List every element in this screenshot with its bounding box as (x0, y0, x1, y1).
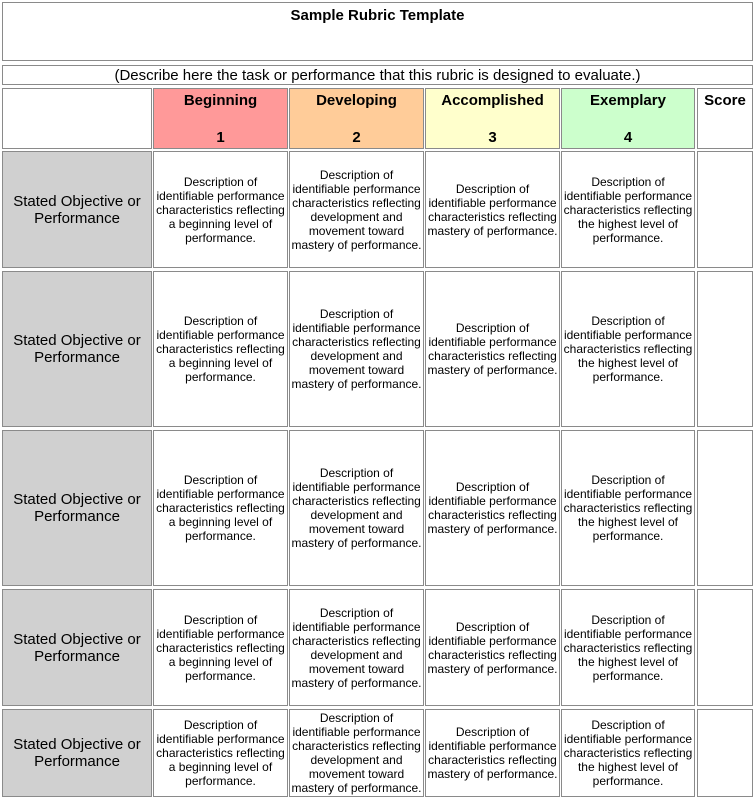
level-description-cell (561, 151, 695, 268)
level-description-cell (561, 709, 695, 797)
level-description: Description of identifiable performance characteristics reflecting a beginning level of performance. (156, 473, 285, 543)
level-description-cell (425, 589, 560, 706)
level-number: 1 (216, 129, 225, 146)
level-description: Description of identifiable performance characteristics reflecting development and movement toward mastery of performance. (291, 307, 422, 391)
level-description: Description of identifiable performance characteristics reflecting development and movement toward mastery of performance. (291, 466, 422, 550)
level-description: Description of identifiable performance characteristics reflecting mastery of performance. (427, 181, 558, 238)
level-header-beginning (153, 88, 288, 149)
level-name: Beginning (183, 92, 258, 109)
level-description-cell (425, 709, 560, 797)
level-description: Description of identifiable performance characteristics reflecting development and movement toward mastery of performance. (291, 711, 422, 795)
level-description: Description of identifiable performance characteristics reflecting mastery of performance. (427, 619, 558, 676)
level-description-cell (561, 271, 695, 427)
header-corner-cell (2, 88, 152, 149)
level-description-cell (425, 271, 560, 427)
level-description-cell (289, 151, 424, 268)
level-description: Description of identifiable performance characteristics reflecting development and movement toward mastery of performance. (291, 605, 422, 690)
level-description: Description of identifiable performance characteristics reflecting the highest level of performance. (563, 718, 693, 788)
level-description: Description of identifiable performance characteristics reflecting mastery of performance. (427, 725, 558, 781)
level-description-cell (425, 430, 560, 586)
score-header-label: Score (704, 92, 746, 109)
score-cell[interactable] (697, 271, 753, 427)
level-header-exemplary (561, 88, 695, 149)
level-description: Description of identifiable performance characteristics reflecting the highest level of performance. (563, 473, 693, 543)
level-name: Exemplary (590, 92, 666, 109)
level-description-cell (289, 709, 424, 797)
level-description-cell (153, 151, 288, 268)
level-description: Description of identifiable performance characteristics reflecting mastery of performance. (427, 480, 558, 536)
level-name: Developing (316, 92, 397, 109)
task-description: (Describe here the task or performance that this rubric is designed to evaluate.) (114, 67, 641, 84)
rubric-title: Sample Rubric Template (290, 7, 465, 24)
objective-cell (2, 151, 152, 268)
objective-cell (2, 271, 152, 427)
level-header-developing (289, 88, 424, 149)
level-description-cell (153, 271, 288, 427)
score-header (697, 88, 753, 149)
objective-label: Stated Objective or Performance (13, 491, 141, 525)
level-description: Description of identifiable performance characteristics reflecting a beginning level of performance. (156, 314, 285, 384)
level-description: Description of identifiable performance characteristics reflecting a beginning level of performance. (156, 718, 285, 788)
level-name: Accomplished (441, 92, 544, 109)
level-number: 4 (623, 129, 633, 146)
objective-cell (2, 589, 152, 706)
score-cell[interactable] (697, 151, 753, 268)
score-cell[interactable] (697, 709, 753, 797)
level-description: Description of identifiable performance characteristics reflecting development and movement toward mastery of performance. (291, 167, 422, 252)
score-cell[interactable] (697, 589, 753, 706)
level-description-cell (153, 430, 288, 586)
score-cell[interactable] (697, 430, 753, 586)
level-description-cell (425, 151, 560, 268)
level-description-cell (289, 589, 424, 706)
level-description: Description of identifiable performance characteristics reflecting the highest level of performance. (563, 612, 693, 683)
level-description: Description of identifiable performance characteristics reflecting the highest level of performance. (563, 314, 693, 384)
objective-cell (2, 709, 152, 797)
task-description-box (2, 65, 753, 85)
objective-label: Stated Objective or Performance (13, 630, 141, 665)
level-description: Description of identifiable performance characteristics reflecting a beginning level of performance. (156, 174, 285, 245)
level-description-cell (153, 589, 288, 706)
level-description-cell (153, 709, 288, 797)
objective-label: Stated Objective or Performance (13, 332, 141, 366)
objective-label: Stated Objective or Performance (13, 192, 141, 227)
level-description: Description of identifiable performance characteristics reflecting mastery of performance. (427, 321, 558, 377)
level-description-cell (561, 430, 695, 586)
objective-cell (2, 430, 152, 586)
objective-label: Stated Objective or Performance (13, 736, 141, 770)
rubric-title-box (2, 2, 753, 61)
level-number: 3 (488, 129, 497, 146)
level-description-cell (561, 589, 695, 706)
level-number: 2 (352, 129, 361, 146)
level-description-cell (289, 271, 424, 427)
level-description: Description of identifiable performance characteristics reflecting a beginning level of performance. (156, 612, 285, 683)
level-header-accomplished (425, 88, 560, 149)
level-description-cell (289, 430, 424, 586)
level-description: Description of identifiable performance characteristics reflecting the highest level of performance. (563, 174, 693, 245)
